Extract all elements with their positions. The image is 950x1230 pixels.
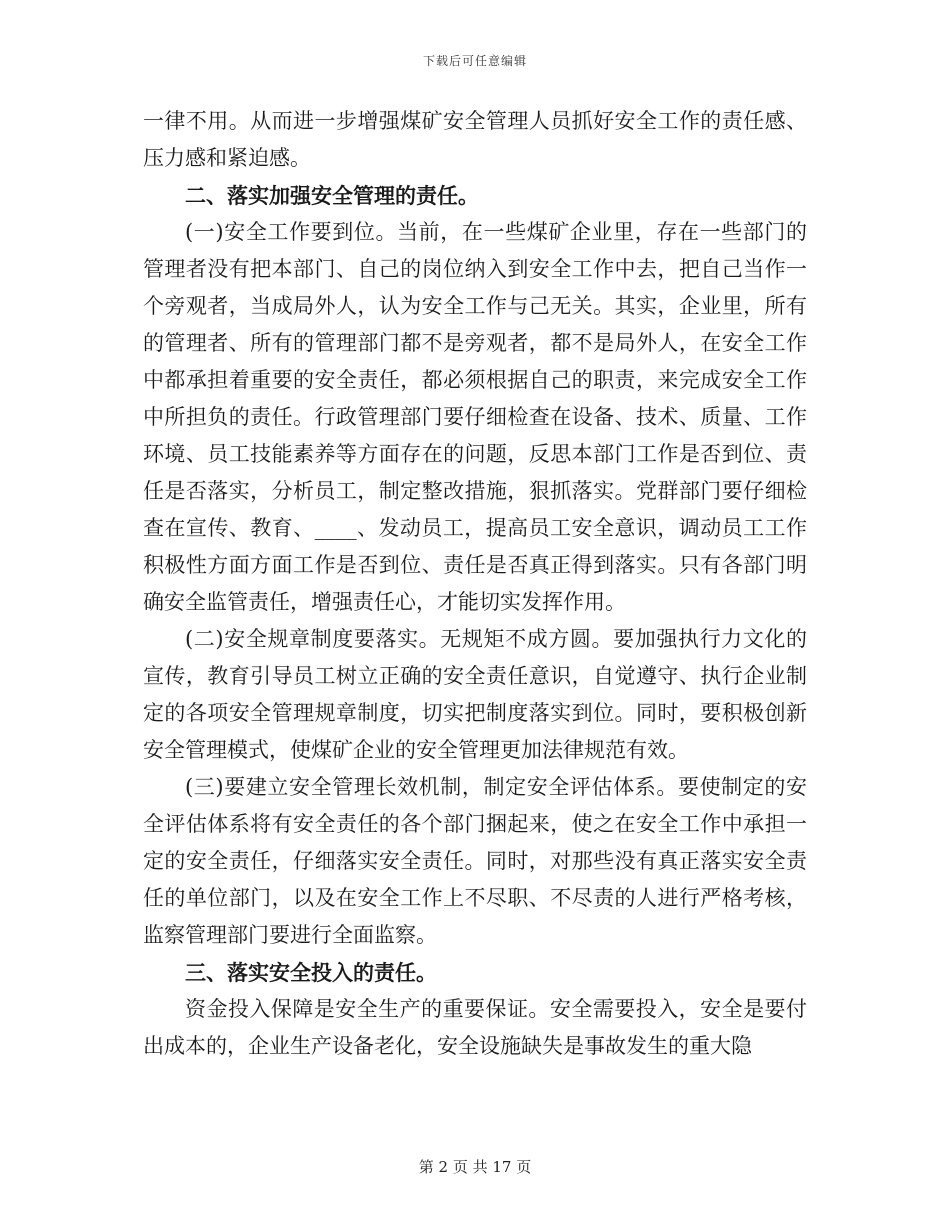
paragraph-safety-work: (一)安全工作要到位。当前，在一些煤矿企业里，存在一些部门的管理者没有把本部门、自己的岗位纳入到安全工作中去，把自己当作一个旁观者，当成局外人，认为安全工作与己无关。其实，企业里，所有的管理者、所有的管理部门都不是旁观者，都不是局外人，在安全工作中都承担着重要的安全责任，都必须根据自己的职责，来完成安全工作中所担负的责任。行政管理部门要仔细检查在设备、技术、质量、工作环境、员工技能素养等方面存在的问题，反思本部门工作是否到位、责任是否落实，分析员工，制定整改措施，狠抓落实。党群部门要仔细检查在宣传、教育、____、发动员工，提高员工安全意识，调动员工工作积极性方面方面工作是否到位、责任是否真正得到落实。只有各部门明确安全监管责任，增强责任心，才能切实发挥作用。	[143, 220, 807, 614]
page-header: 下载后可任意编辑	[422, 54, 527, 68]
paragraph-safety-rules: (二)安全规章制度要落实。无规矩不成方圆。要加强执行力文化的宣传，教育引导员工树立正确的安全责任意识，自觉遵守、执行企业制定的各项安全管理规章制度，切实把制度落实到位。同时，要积极创新安全管理模式，使煤矿企业的安全管理更加法律规范有效。	[143, 627, 807, 762]
page-footer: 第 2 页 共 17 页	[418, 1158, 532, 1176]
section-heading-2: 二、落实加强安全管理的责任。	[185, 183, 479, 208]
paragraph-long-term-mechanism: (三)要建立安全管理长效机制，制定安全评估体系。要使制定的安全评估体系将有安全责任的各个部门捆起来，使之在安全工作中承担一定的安全责任，仔细落实安全责任。同时，对那些没有真正落实安全责任的单位部门，以及在安全工作上不尽职、不尽责的人进行严格考核，监察管理部门要进行全面监察。	[143, 775, 807, 947]
paragraph-continuation: 一律不用。从而进一步增强煤矿安全管理人员抓好安全工作的责任感、压力感和紧迫感。	[143, 109, 807, 170]
paragraph-safety-investment: 资金投入保障是安全生产的重要保证。安全需要投入，安全是要付出成本的，企业生产设备老化，安全设施缺失是事故发生的重大隐	[143, 997, 807, 1058]
section-heading-3: 三、落实安全投入的责任。	[185, 960, 437, 985]
document-body	[143, 103, 807, 1065]
